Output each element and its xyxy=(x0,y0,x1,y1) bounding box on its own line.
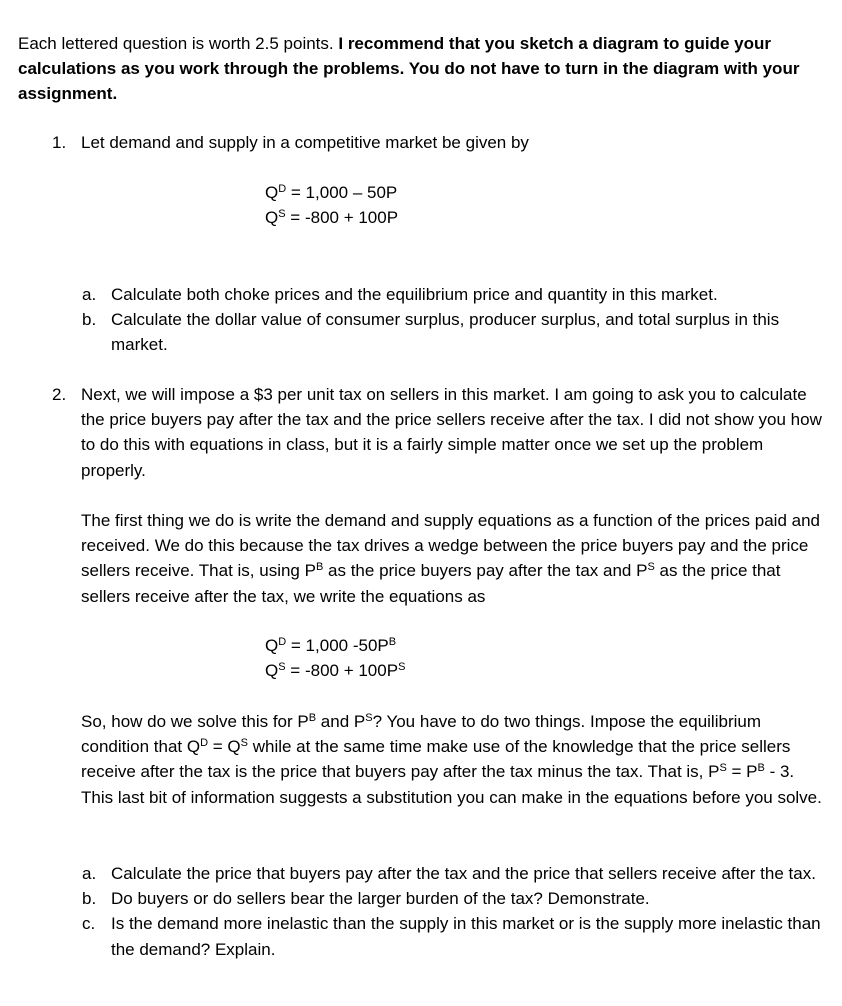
q2-supply-equation: $Q^S = -800 + 100P^S$ xyxy=(265,661,406,681)
q2-demand-equation: $Q^D = 1,000$ $-50P^B$ xyxy=(265,636,397,655)
question-2-subquestions xyxy=(82,861,827,962)
question-1-number: 1. xyxy=(52,133,67,152)
q2-item-b xyxy=(82,886,827,911)
q1-item-a-text: Calculate both choke prices and the equilibrium price and quantity in this market. xyxy=(111,285,718,304)
question-2 xyxy=(52,382,822,483)
q2-item-a-letter: a. xyxy=(82,864,97,883)
q1-demand-equation: $Q^D = 1,000 - 50P$ xyxy=(265,183,398,202)
intro-normal-text: Each lettered question is worth 2.5 points. xyxy=(18,34,334,53)
question-2-paragraph-2: The first thing we do is write the demand and supply equations as a function of the prices paid and received. We do this because the tax drives a wedge between the price buyers pay and the price sellers receive. That is, using $P^B$ as the price buyers pay after the tax and $P^S$ as the price that sellers receive after the tax, we write the equations as xyxy=(81,511,821,606)
q2-item-b-letter: b. xyxy=(82,889,97,909)
intro-bold-text: I recommend that you sketch a diagram to guide your calculations as you work through the problems. You do not have to turn in the diagram with your assignment. xyxy=(18,34,800,104)
question-2-number: 2. xyxy=(52,385,67,404)
q1-item-b-text: Calculate the dollar value of consumer surplus, producer surplus, and total surplus in this market. xyxy=(111,310,780,355)
q2-item-b-text: Do buyers or do sellers bear the larger burden of the tax? Demonstrate. xyxy=(111,889,650,909)
question-2-paragraph-3: So, how do we solve this for $P^B$ and $P^S$? You have to do two things. Impose the equilibrium condition that $Q^D = Q^S$ while at the same time make use of the knowledge that the price sellers receive after the tax is the price that buyers pay after the tax minus the tax. That is, $P^S = P^B - 3$. This last bit of information suggests a substitution you can make in the equations before you solve. xyxy=(81,712,822,807)
q1-item-a xyxy=(82,282,827,307)
q2-item-c-text: Is the demand more inelastic than the supply in this market or is the supply more inelastic than the demand? Explain. xyxy=(111,914,821,959)
q1-item-a-letter: a. xyxy=(82,285,97,304)
question-2-text: Next, we will impose a $3 per unit tax on sellers in this market. I am going to ask you to calculate the price buyers pay after the tax and the price sellers receive after the tax. I did not show you how to do this with equations in class, but it is a fairly simple matter once we set up the problem properly. xyxy=(81,385,822,480)
q1-item-b xyxy=(82,307,827,357)
q2-item-a xyxy=(82,861,827,886)
question-1-equations xyxy=(265,180,398,230)
q1-item-b-letter: b. xyxy=(82,310,97,330)
question-1-text: Let demand and supply in a competitive market be given by xyxy=(81,133,529,152)
q2-item-c-letter: c. xyxy=(82,914,96,934)
question-2-equations xyxy=(265,633,405,683)
intro-paragraph xyxy=(18,31,828,107)
question-1-subquestions xyxy=(82,282,827,358)
q2-item-a-text: Calculate the price that buyers pay after the tax and the price that sellers receive after the tax. xyxy=(111,864,816,883)
q1-supply-equation: $Q^S = -800 + 100P$ xyxy=(265,208,399,228)
question-1 xyxy=(52,130,822,155)
q2-item-c xyxy=(82,911,827,961)
